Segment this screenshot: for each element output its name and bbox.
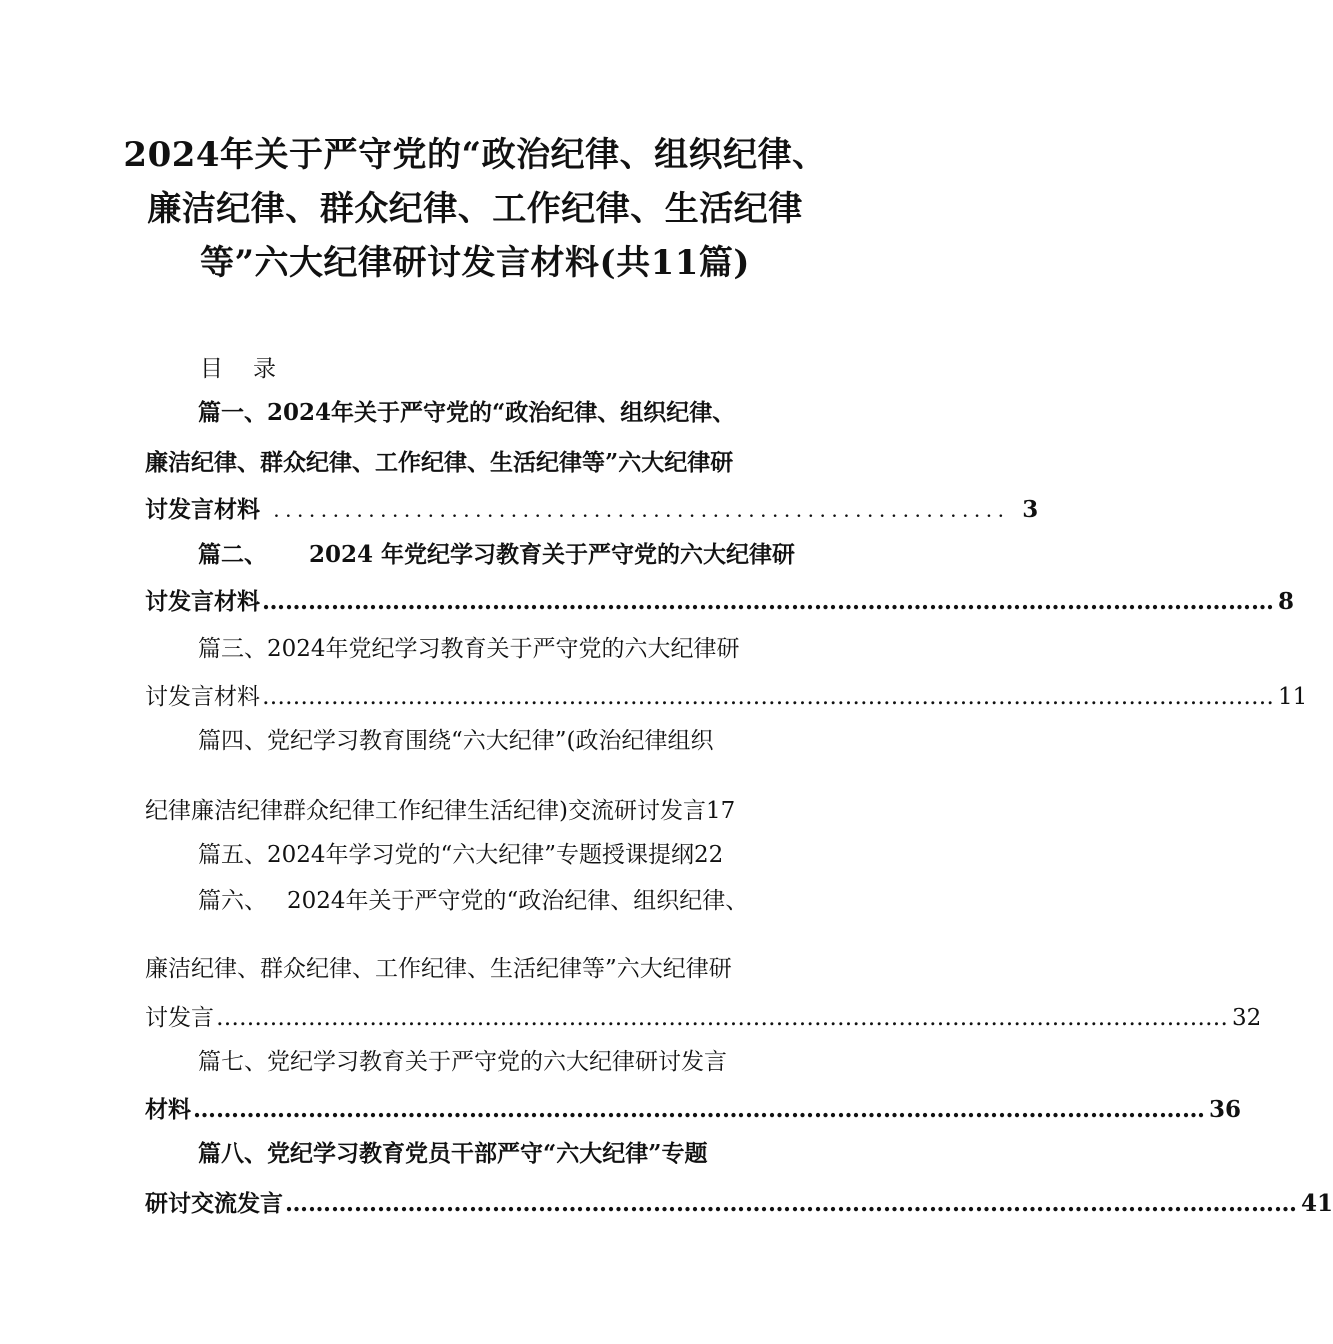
- toc-item-7-label: 材料: [145, 1096, 191, 1123]
- toc-item-7-page: 36: [1209, 1096, 1242, 1123]
- toc-item-3-page: 11: [1278, 684, 1308, 710]
- toc-item-2-label: 讨发言材料: [145, 588, 260, 615]
- toc-item-1-page: 3: [1022, 496, 1039, 523]
- title-line-3: 等”六大纪律研讨发言材料(共11篇): [199, 243, 751, 283]
- toc-item-6-label: 讨发言: [145, 1005, 214, 1031]
- toc-item-8-page: 41: [1301, 1190, 1333, 1217]
- toc-item-8-label: 研讨交流发言: [145, 1190, 283, 1217]
- toc-item-1-line-1[interactable]: 篇一、2024年关于严守党的“政治纪律、组织纪律、: [198, 399, 736, 426]
- toc-heading-char-1: 目: [200, 356, 223, 382]
- toc-item-6-page: 32: [1232, 1005, 1262, 1031]
- toc-item-3-line-1[interactable]: 篇三、2024年党纪学习教育关于严守党的六大纪律研: [198, 636, 740, 662]
- toc-item-7-line-1[interactable]: 篇七、党纪学习教育关于严守党的六大纪律研讨发言: [198, 1049, 727, 1075]
- document-title: [100, 128, 850, 290]
- toc-item-7-line-2[interactable]: [145, 1093, 1242, 1127]
- toc-item-3-label: 讨发言材料: [145, 684, 260, 710]
- toc-item-6-prefix: 篇六、: [198, 888, 267, 914]
- toc-item-1-line-3[interactable]: [145, 493, 1039, 530]
- toc-leader-dots: ……………………………………………………………………………………………………………………: [262, 684, 1274, 710]
- title-line-1: 2024年关于严守党的“政治纪律、组织纪律、: [123, 135, 827, 175]
- toc-item-6-text: 2024年关于严守党的“政治纪律、组织纪律、: [287, 888, 749, 914]
- toc-item-2-page: 8: [1278, 588, 1295, 615]
- toc-item-5-line-1[interactable]: 篇五、2024年学习党的“六大纪律”专题授课提纲22: [198, 842, 724, 868]
- toc-item-6-line-3[interactable]: [145, 1001, 1262, 1035]
- toc-item-6-line-1[interactable]: [198, 884, 818, 918]
- toc-item-2-line-1[interactable]: [198, 538, 818, 572]
- toc-item-6-line-2[interactable]: 廉洁纪律、群众纪律、工作纪律、生活纪律等”六大纪律研: [145, 956, 732, 982]
- toc-item-1-label: 讨发言材料: [145, 496, 260, 523]
- toc-item-3-line-2[interactable]: [145, 680, 1308, 714]
- toc-heading: [200, 352, 276, 386]
- toc-item-2-line-2[interactable]: [145, 585, 1295, 619]
- toc-item-2-prefix: 篇二、: [198, 541, 267, 568]
- toc-item-2-text: 2024 年党纪学习教育关于严守党的六大纪律研: [309, 541, 796, 568]
- toc-item-1-line-2[interactable]: 廉洁纪律、群众纪律、工作纪律、生活纪律等”六大纪律研: [145, 449, 734, 476]
- toc-leader-dots: ……………………………………………………………………………………………………………………: [193, 1096, 1205, 1123]
- toc-item-8-line-2[interactable]: [145, 1187, 1333, 1221]
- toc-leader-dots: ……………………………………………………………………………………………………………………: [216, 1005, 1228, 1031]
- toc-item-4-line-2[interactable]: 纪律廉洁纪律群众纪律工作纪律生活纪律)交流研讨发言17: [145, 798, 736, 824]
- toc-leader-dots: ……………………………………………………………………………………………………………………: [262, 588, 1274, 615]
- toc-item-4-line-1[interactable]: 篇四、党纪学习教育围绕“六大纪律”(政治纪律组织: [198, 728, 714, 754]
- toc-leader-dots: ..............................................................: [274, 505, 1011, 521]
- toc-leader-dots: ……………………………………………………………………………………………………………………: [285, 1190, 1297, 1217]
- title-line-2: 廉洁纪律、群众纪律、工作纪律、生活纪律: [147, 189, 803, 229]
- toc-heading-char-2: 录: [253, 356, 276, 382]
- toc-item-8-line-1[interactable]: 篇八、党纪学习教育党员干部严守“六大纪律”专题: [198, 1140, 708, 1167]
